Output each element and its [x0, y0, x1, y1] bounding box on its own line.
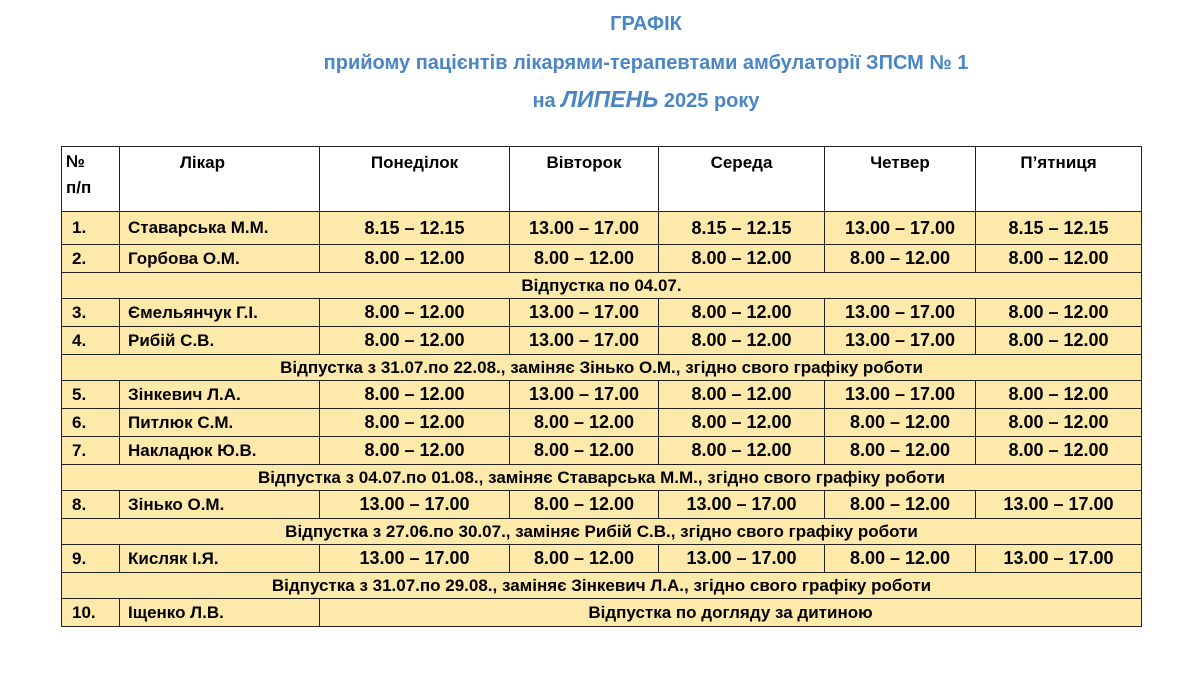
time-slot: 8.00 – 12.00 [320, 381, 510, 409]
time-slot: 8.00 – 12.00 [825, 409, 976, 437]
time-slot: 8.00 – 12.00 [659, 437, 825, 465]
vacation-note-row [62, 465, 1142, 491]
time-slot: 13.00 – 17.00 [320, 491, 510, 519]
doctor-row [62, 437, 1142, 465]
leave-note: Відпустка по догляду за дитиною [320, 599, 1142, 627]
time-slot: 13.00 – 17.00 [825, 299, 976, 327]
doctor-row [62, 409, 1142, 437]
doctor-name: Зінкевич Л.А. [120, 381, 320, 409]
time-slot: 13.00 – 17.00 [659, 545, 825, 573]
time-slot: 8.00 – 12.00 [976, 327, 1142, 355]
row-number: 6. [62, 409, 120, 437]
time-slot: 8.00 – 12.00 [976, 245, 1142, 273]
title-subheading: прийому пацієнтів лікарями-терапевтами амбулаторії ЗПСМ № 1 [323, 52, 969, 74]
header-number-line2: п/п [66, 178, 92, 197]
time-slot: 8.00 – 12.00 [659, 409, 825, 437]
time-slot: 8.15 – 12.15 [659, 212, 825, 245]
time-slot: 8.00 – 12.00 [825, 491, 976, 519]
header-monday: Понеділок [320, 147, 510, 212]
doctor-row [62, 381, 1142, 409]
header-number-line1: № [66, 152, 85, 171]
vacation-note: Відпустка з 31.07.по 22.08., заміняє Зінько О.М., згідно свого графіку роботи [62, 355, 1142, 381]
title-period [0, 84, 1200, 116]
vacation-note: Відпустка з 04.07.по 01.08., заміняє Ставарська М.М., згідно свого графіку роботи [62, 465, 1142, 491]
time-slot: 13.00 – 17.00 [825, 212, 976, 245]
title-month: ЛИПЕНЬ [561, 86, 659, 112]
vacation-note-row [62, 355, 1142, 381]
time-slot: 8.00 – 12.00 [320, 299, 510, 327]
time-slot: 8.00 – 12.00 [825, 437, 976, 465]
vacation-note: Відпустка з 27.06.по 30.07., заміняє Рибій С.В., згідно свого графіку роботи [62, 519, 1142, 545]
time-slot: 13.00 – 17.00 [510, 327, 659, 355]
time-slot: 8.00 – 12.00 [320, 245, 510, 273]
row-number: 10. [62, 599, 120, 627]
time-slot: 8.00 – 12.00 [510, 409, 659, 437]
row-number: 3. [62, 299, 120, 327]
time-slot: 8.00 – 12.00 [976, 437, 1142, 465]
header-tuesday: Вівторок [510, 147, 659, 212]
doctor-row [62, 599, 1142, 627]
time-slot: 13.00 – 17.00 [976, 491, 1142, 519]
time-slot: 8.00 – 12.00 [659, 245, 825, 273]
row-number: 1. [62, 212, 120, 245]
doctor-row [62, 299, 1142, 327]
time-slot: 8.00 – 12.00 [510, 491, 659, 519]
row-number: 7. [62, 437, 120, 465]
time-slot: 8.00 – 12.00 [976, 299, 1142, 327]
doctor-name: Ємельянчук Г.І. [120, 299, 320, 327]
header-doctor: Лікар [120, 147, 320, 212]
row-number: 5. [62, 381, 120, 409]
time-slot: 13.00 – 17.00 [510, 299, 659, 327]
time-slot: 8.00 – 12.00 [825, 545, 976, 573]
doctor-row [62, 491, 1142, 519]
table-header-row [62, 147, 1142, 212]
vacation-note: Відпустка з 31.07.по 29.08., заміняє Зінкевич Л.А., згідно свого графіку роботи [62, 573, 1142, 599]
header-number [62, 147, 120, 212]
time-slot: 8.00 – 12.00 [510, 437, 659, 465]
time-slot: 8.00 – 12.00 [510, 245, 659, 273]
vacation-note-row [62, 519, 1142, 545]
time-slot: 8.00 – 12.00 [320, 437, 510, 465]
doctor-name: Горбова О.М. [120, 245, 320, 273]
row-number: 4. [62, 327, 120, 355]
row-number: 9. [62, 545, 120, 573]
time-slot: 13.00 – 17.00 [659, 491, 825, 519]
time-slot: 8.15 – 12.15 [320, 212, 510, 245]
doctor-row [62, 245, 1142, 273]
header-friday: П’ятниця [976, 147, 1142, 212]
time-slot: 8.00 – 12.00 [510, 545, 659, 573]
vacation-note: Відпустка по 04.07. [62, 273, 1142, 299]
time-slot: 8.00 – 12.00 [659, 381, 825, 409]
time-slot: 13.00 – 17.00 [825, 327, 976, 355]
vacation-note-row [62, 273, 1142, 299]
time-slot: 8.00 – 12.00 [976, 409, 1142, 437]
schedule-body [62, 212, 1142, 627]
vacation-note-row [62, 573, 1142, 599]
time-slot: 8.00 – 12.00 [659, 327, 825, 355]
time-slot: 13.00 – 17.00 [320, 545, 510, 573]
time-slot: 13.00 – 17.00 [510, 212, 659, 245]
time-slot: 13.00 – 17.00 [510, 381, 659, 409]
doctor-row [62, 545, 1142, 573]
time-slot: 8.00 – 12.00 [659, 299, 825, 327]
title-period-suffix: 2025 року [663, 90, 760, 112]
time-slot: 8.00 – 12.00 [320, 409, 510, 437]
time-slot: 13.00 – 17.00 [976, 545, 1142, 573]
doctor-name: Рибій С.В. [120, 327, 320, 355]
time-slot: 8.15 – 12.15 [976, 212, 1142, 245]
schedule-table [61, 146, 1142, 627]
doctor-name: Питлюк С.М. [120, 409, 320, 437]
doctor-name: Зінько О.М. [120, 491, 320, 519]
doctor-row [62, 327, 1142, 355]
title-heading: ГРАФІК [610, 13, 682, 35]
header-thursday: Четвер [825, 147, 976, 212]
doctor-name: Ставарська М.М. [120, 212, 320, 245]
header-wednesday: Середа [659, 147, 825, 212]
doctor-name: Кисляк І.Я. [120, 545, 320, 573]
row-number: 2. [62, 245, 120, 273]
title-period-prefix: на [532, 90, 556, 112]
time-slot: 13.00 – 17.00 [825, 381, 976, 409]
time-slot: 8.00 – 12.00 [320, 327, 510, 355]
time-slot: 8.00 – 12.00 [976, 381, 1142, 409]
doctor-row [62, 212, 1142, 245]
time-slot: 8.00 – 12.00 [825, 245, 976, 273]
row-number: 8. [62, 491, 120, 519]
doctor-name: Іщенко Л.В. [120, 599, 320, 627]
document-title [0, 10, 1200, 116]
doctor-name: Накладюк Ю.В. [120, 437, 320, 465]
